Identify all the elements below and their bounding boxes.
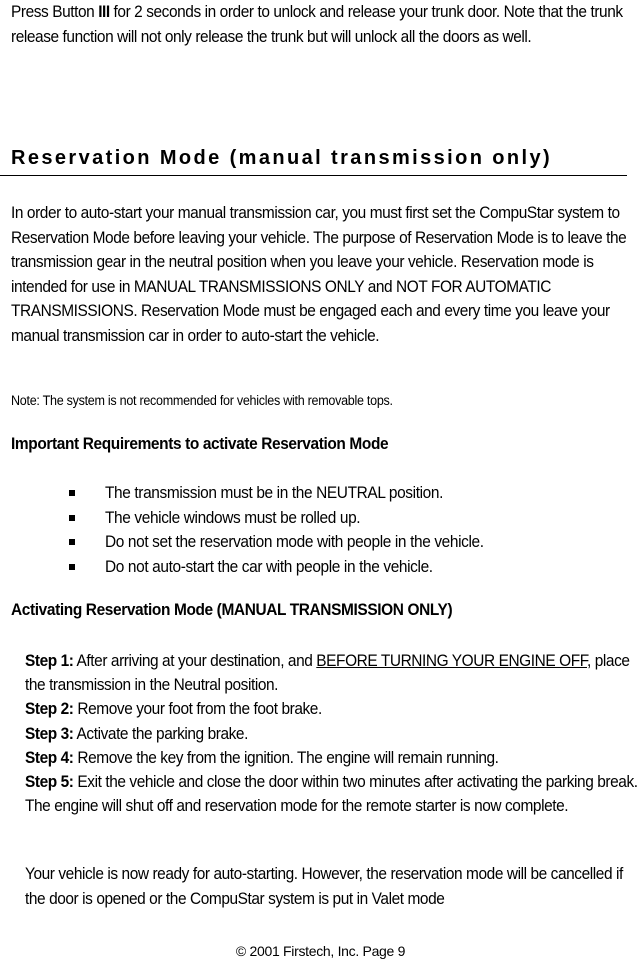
square-bullet-icon (69, 490, 75, 496)
requirement-text: Do not set the reservation mode with people in the vehicle. (105, 532, 484, 551)
square-bullet-icon (69, 515, 75, 521)
reservation-paragraph: In order to auto-start your manual transmission car, you must first set the CompuStar system to Reservation Mode before leaving your vehicle. The purpose of Reservation Mode is to leave the transmission gear in the neutral position when you leave your vehicle. Reservation mode is intended for use in MANUAL TRANSMISSIONS ONLY and NOT FOR AUTOMATIC TRANSMISSIONS. Reservation Mode must be engaged each and every time you leave your manual transmission car in order to auto-start the vehicle. (11, 203, 627, 345)
step-text: Exit the vehicle and close the door within two minutes after activating the parking break. The engine will shut off and reservation mode for the remote starter is now complete. (25, 772, 638, 816)
step-label: Step 2: (25, 699, 74, 719)
intro-text-start: Press Button (11, 2, 99, 21)
step-label: Step 4: (25, 747, 74, 767)
square-bullet-icon (69, 564, 75, 570)
step-text: Activate the parking brake. (73, 723, 248, 743)
step-emphasis: BEFORE TURNING YOUR ENGINE OFF (316, 651, 587, 670)
requirement-text: The transmission must be in the NEUTRAL position. (105, 483, 444, 502)
step-3 (25, 722, 639, 746)
steps-list (25, 649, 639, 818)
intro-paragraph (11, 0, 640, 49)
intro-text-end: for 2 seconds in order to unlock and release your trunk door. Note that the trunk release function will not only release the trunk but will unlock all the doors as well. (11, 2, 623, 46)
step-label: Step 1: (25, 651, 74, 670)
section-divider (0, 175, 627, 176)
step-1 (25, 649, 639, 697)
step-text: Remove the key from the ignition. The engine will remain running. (73, 747, 499, 767)
requirement-text: Do not auto-start the car with people in the vehicle. (105, 556, 433, 576)
step-text: After arriving at your destination, and (73, 651, 317, 670)
requirement-text: The vehicle windows must be rolled up. (105, 507, 361, 527)
section-title: Reservation Mode (manual transmission only) (11, 147, 553, 169)
closing-paragraph: Your vehicle is now ready for auto-starting. However, the reservation mode will be cancelled if the door is opened or the CompuStar system is put in Valet mode (25, 864, 623, 908)
activating-heading: Activating Reservation Mode (MANUAL TRANSMISSION ONLY) (11, 600, 453, 619)
step-4 (25, 746, 639, 770)
step-text: , place the transmission in the Neutral position. (25, 651, 630, 695)
step-label: Step 5: (25, 772, 74, 792)
step-label: Step 3: (25, 723, 74, 743)
square-bullet-icon (69, 539, 75, 545)
removable-tops-note: Note: The system is not recommended for vehicles with removable tops. (11, 393, 393, 408)
step-text: Remove your foot from the foot brake. (73, 699, 322, 719)
button-iii-label: III (98, 2, 110, 21)
step-2 (25, 697, 639, 721)
step-5 (25, 770, 639, 818)
requirements-heading: Important Requirements to activate Reservation Mode (11, 434, 389, 453)
page-footer: © 2001 Firstech, Inc. Page 9 (235, 943, 406, 959)
